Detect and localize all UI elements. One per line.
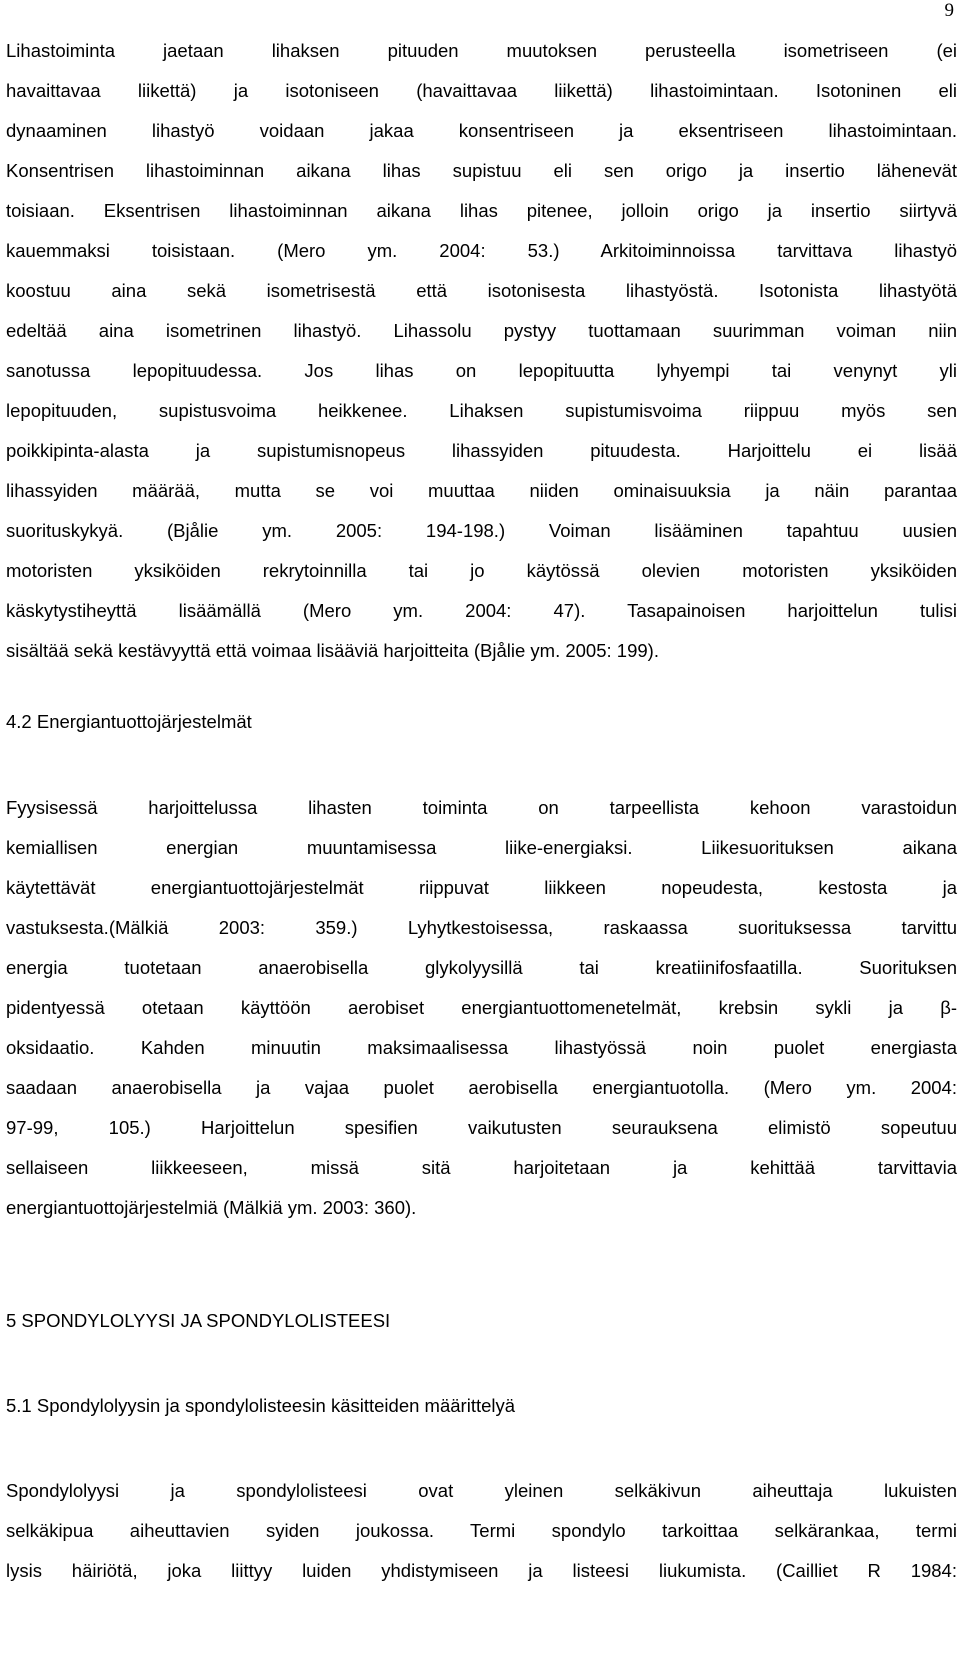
text-line: Fyysisessä harjoittelussa lihasten toiminta on tarpeellista kehoon varastoidun [6, 797, 957, 818]
section-heading-energy-systems: 4.2 Energiantuottojärjestelmät [6, 711, 252, 732]
text-line: toisiaan. Eksentrisen lihastoiminnan aikana lihas pitenee, jolloin origo ja insertio siirtyvä [6, 200, 957, 221]
text-line: Spondylolyysi ja spondylolisteesi ovat yleinen selkäkivun aiheuttaja lukuisten [6, 1480, 957, 1501]
text-line: havaittavaa liikettä) ja isotoniseen (havaittavaa liikettä) lihastoimintaan. Isotoninen eli [6, 80, 957, 101]
text-line: kemiallisen energian muuntamisessa liike-energiaksi. Liikesuorituksen aikana [6, 837, 957, 858]
text-line: energia tuotetaan anaerobisella glykolyysillä tai kreatiinifosfaatilla. Suorituksen [6, 957, 957, 978]
text-line: edeltää aina isometrinen lihastyö. Lihassolu pystyy tuottamaan suurimman voiman niin [6, 320, 957, 341]
text-line: lepopituuden, supistusvoima heikkenee. Lihaksen supistumisvoima riippuu myös sen [6, 400, 957, 421]
paragraph-muscle-function [6, 31, 957, 671]
text-line: energiantuottojärjestelmiä (Mälkiä ym. 2003: 360). [6, 1197, 417, 1218]
page-number: 9 [944, 0, 954, 21]
text-line: käskytystiheyttä lisäämällä (Mero ym. 2004: 47). Tasapainoisen harjoittelun tulisi [6, 600, 957, 621]
text-line: selkäkipua aiheuttavien syiden joukossa. Termi spondylo tarkoittaa selkärankaa, termi [6, 1520, 957, 1541]
paragraph-spondylolysis [6, 1471, 957, 1591]
text-line: sellaiseen liikkeeseen, missä sitä harjoitetaan ja kehittää tarvittavia [6, 1157, 957, 1178]
text-line: koostuu aina sekä isometrisestä että isotonisesta lihastyöstä. Isotonista lihastyötä [6, 280, 957, 301]
text-line: sanotussa lepopituudessa. Jos lihas on lepopituutta lyhyempi tai venynyt yli [6, 360, 957, 381]
text-line: lysis häiriötä, joka liittyy luiden yhdistymiseen ja listeesi liukumista. (Cailliet R 1984: [6, 1560, 957, 1581]
paragraph-energy-systems [6, 788, 957, 1228]
text-line: Konsentrisen lihastoiminnan aikana lihas supistuu eli sen origo ja insertio lähenevät [6, 160, 957, 181]
text-line: motoristen yksiköiden rekrytoinnilla tai jo käytössä olevien motoristen yksiköiden [6, 560, 957, 581]
text-line: 97-99, 105.) Harjoittelun spesifien vaikutusten seurauksena elimistö sopeutuu [6, 1117, 957, 1138]
text-line: Lihastoiminta jaetaan lihaksen pituuden muutoksen perusteella isometriseen (ei [6, 40, 957, 61]
text-line: pidentyessä otetaan käyttöön aerobiset energiantuottomenetelmät, krebsin sykli ja β- [6, 997, 957, 1018]
text-line: poikkipinta-alasta ja supistumisnopeus lihassyiden pituudesta. Harjoittelu ei lisää [6, 440, 957, 461]
text-line: sisältää sekä kestävyyttä että voimaa lisääviä harjoitteita (Bjålie ym. 2005: 199). [6, 640, 659, 661]
section-heading-definitions: 5.1 Spondylolyysin ja spondylolisteesin käsitteiden määrittelyä [6, 1395, 516, 1416]
text-line: oksidaatio. Kahden minuutin maksimaalisessa lihastyössä noin puolet energiasta [6, 1037, 957, 1058]
text-line: saadaan anaerobisella ja vajaa puolet aerobisella energiantuotolla. (Mero ym. 2004: [6, 1077, 957, 1098]
text-line: käytettävät energiantuottojärjestelmät riippuvat liikkeen nopeudesta, kestosta ja [6, 877, 957, 898]
text-line: vastuksesta.(Mälkiä 2003: 359.) Lyhytkestoisessa, raskaassa suorituksessa tarvittu [6, 917, 957, 938]
text-line: dynaaminen lihastyö voidaan jakaa konsentriseen ja eksentriseen lihastoimintaan. [6, 120, 957, 141]
text-line: kauemmaksi toisistaan. (Mero ym. 2004: 53.) Arkitoiminnoissa tarvittava lihastyö [6, 240, 957, 261]
chapter-heading-spondylolysis: 5 SPONDYLOLYYSI JA SPONDYLOLISTEESI [6, 1310, 391, 1331]
text-line: lihassyiden määrää, mutta se voi muuttaa niiden ominaisuuksia ja näin parantaa [6, 480, 957, 501]
text-line: suorituskykyä. (Bjålie ym. 2005: 194-198.) Voiman lisääminen tapahtuu uusien [6, 520, 957, 541]
